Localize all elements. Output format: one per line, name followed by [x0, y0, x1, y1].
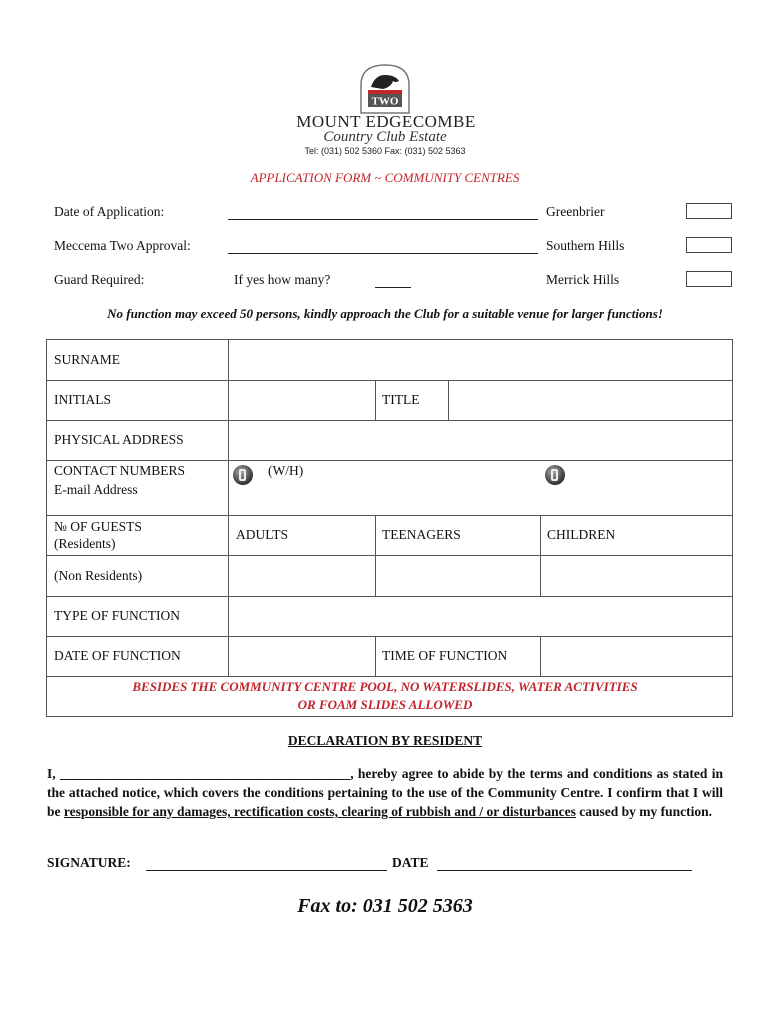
venue-merrick-hills-checkbox[interactable]	[686, 271, 732, 287]
date-of-application-label: Date of Application:	[54, 204, 165, 219]
physical-address-field[interactable]	[229, 421, 731, 459]
warning-line-1: BESIDES THE COMMUNITY CENTRE POOL, NO WATERSLIDES, WATER ACTIVITIES	[132, 679, 638, 694]
title-field[interactable]	[449, 381, 731, 419]
declaration-part-3: caused by my function.	[575, 804, 713, 819]
contact-numbers-label: CONTACT NUMBERS	[54, 463, 186, 478]
date-of-application-field[interactable]	[228, 219, 538, 220]
logo-text: TWO	[371, 95, 399, 108]
time-of-function-field[interactable]	[541, 637, 731, 675]
guests-label: № OF GUESTS	[54, 519, 142, 534]
type-of-function-label: TYPE OF FUNCTION	[54, 608, 181, 623]
warning-line-2: OR FOAM SLIDES ALLOWED	[297, 697, 473, 712]
venue-southern-hills-label: Southern Hills	[546, 238, 625, 253]
date-label: DATE	[392, 855, 429, 870]
physical-address-label: PHYSICAL ADDRESS	[54, 432, 184, 447]
declaration-text	[47, 764, 723, 821]
guard-required-label: Guard Required:	[54, 272, 145, 287]
title-label: TITLE	[382, 392, 420, 407]
teenagers-label: TEENAGERS	[382, 527, 461, 542]
venue-greenbrier-checkbox[interactable]	[686, 203, 732, 219]
mobile-phone-icon	[545, 465, 565, 485]
non-residents-label: (Non Residents)	[54, 568, 143, 583]
surname-field[interactable]	[229, 341, 731, 379]
col-divider	[375, 380, 376, 420]
phone-icon	[233, 465, 253, 485]
residents-label: (Residents)	[54, 536, 116, 551]
initials-label: INITIALS	[54, 392, 111, 407]
brand-contact: Tel: (031) 502 5360 Fax: (031) 502 5363	[304, 146, 466, 156]
declaration-responsibility: responsible for any damages, rectification costs, clearing of rubbish and / or disturbances	[63, 804, 576, 819]
email-label: E-mail Address	[54, 482, 138, 497]
adults-label: ADULTS	[236, 527, 289, 542]
type-of-function-field[interactable]	[229, 597, 731, 635]
time-of-function-label: TIME OF FUNCTION	[382, 648, 508, 663]
venue-merrick-hills-label: Merrick Hills	[546, 272, 620, 287]
date-of-function-field[interactable]	[229, 637, 374, 675]
capacity-notice: No function may exceed 50 persons, kindly approach the Club for a suitable venue for larger functions!	[107, 306, 663, 321]
col-divider	[375, 636, 376, 676]
application-table	[46, 339, 733, 717]
approval-label: Meccema Two Approval:	[54, 238, 191, 253]
guard-count-field[interactable]	[375, 287, 411, 288]
brand-subtitle: Country Club Estate	[323, 129, 447, 145]
venue-southern-hills-checkbox[interactable]	[686, 237, 732, 253]
non-residents-children-field[interactable]	[541, 556, 731, 595]
initials-field[interactable]	[229, 381, 374, 419]
form-title: APPLICATION FORM ~ COMMUNITY CENTRES	[250, 170, 520, 185]
signature-field[interactable]	[146, 870, 387, 871]
brand-name: MOUNT EDGECOMBE	[296, 112, 476, 131]
signature-date-field[interactable]	[437, 870, 692, 871]
surname-label: SURNAME	[54, 352, 121, 367]
approval-field[interactable]	[228, 253, 538, 254]
declaration-title: DECLARATION BY RESIDENT	[287, 733, 483, 748]
work-home-label: (W/H)	[268, 463, 304, 478]
estate-logo	[357, 61, 413, 117]
date-of-function-label: DATE OF FUNCTION	[54, 648, 181, 663]
signature-label: SIGNATURE:	[47, 855, 131, 870]
non-residents-adults-field[interactable]	[229, 556, 374, 595]
row-divider	[47, 460, 732, 461]
venue-greenbrier-label: Greenbrier	[546, 204, 605, 219]
guard-count-label: If yes how many?	[234, 272, 331, 287]
children-label: CHILDREN	[547, 527, 616, 542]
non-residents-teenagers-field[interactable]	[376, 556, 539, 595]
fax-number: Fax to: 031 502 5363	[297, 895, 473, 917]
row-divider	[47, 676, 732, 677]
row-divider	[47, 515, 732, 516]
declaration-part-1: I, ___________________________________________, hereby agree to abide by the terms and conditions as stated in the attached notice, which covers the conditions pertaining to the use of the Community Centre. I confirm that I will be	[47, 766, 723, 819]
